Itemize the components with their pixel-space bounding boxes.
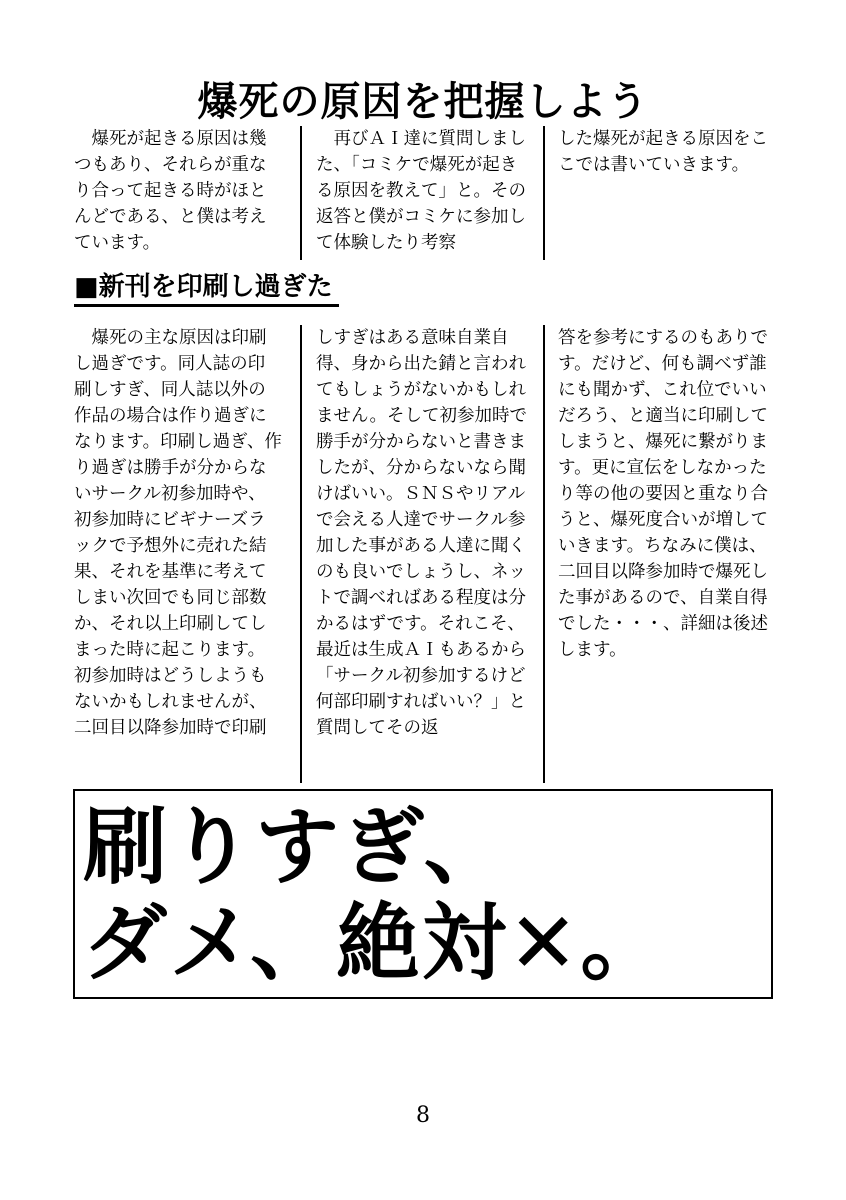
column-divider [543,325,545,783]
body-paragraph-1: 爆死の主な原因は印刷し過ぎです。同人誌の印刷しすぎ、同人誌以外の作品の場合は作り過ぎになります。印刷し過ぎ、作り過ぎは勝手が分からないサークル初参加時や、初参加時にビギナーズラックで予想外に売れた結果、それを基準に考えてしまい次回でも同じ部数か、それ以上印刷してしまった時に起こります。初参加時はどうしようもないかもしれませんが、二回目以降参加時で印刷 [74,328,282,738]
column-divider [300,325,302,783]
callout-line-2: ダメ、絶対✕。 [83,894,667,992]
body-column-1 [74,325,282,741]
intro-column-3 [558,126,770,178]
column-divider [543,126,545,260]
callout-box [73,789,773,999]
intro-paragraph-2: 再びＡＩ達に質問しました、「コミケで爆死が起きる原因を教えて」と。その返答と僕がコミケに参加して体験したり考察 [316,129,526,253]
callout-line-1: 刷りすぎ、 [83,798,510,896]
intro-paragraph-1: 爆死が起きる原因は幾つもあり、それらが重なり合って起きる時がほとんどである、と僕は考えています。 [74,129,267,253]
body-columns [74,325,774,785]
body-column-2 [316,325,528,741]
body-column-3 [558,325,770,663]
body-paragraph-3: 答を参考にするのもありです。だけど、何も調べず誰にも聞かず、これ位でいいだろう、と適当に印刷してしまうと、爆死に繋がります。更に宣伝をしなかったり等の他の要因と重なり合うと、爆死度合いが増していきます。ちなみに僕は、二回目以降参加時で爆死した事があるので、自業自得でした・・・、詳細は後述します。 [558,328,768,660]
page-number: 8 [416,1103,430,1128]
body-paragraph-2: しすぎはある意味自業自得、身から出た錆と言われてもしょうがないかもしれません。そして初参加時で勝手が分からないと書きましたが、分からないなら聞けばいい。ＳＮＳやリアルで会える人達でサークル参加した事がある人達に聞くのも良いでしょうし、ネットで調べればある程度は分かるはずです。それこそ、最近は生成ＡＩもあるから「サークル初参加するけど何部印刷すればいい？」と質問してその返 [316,328,528,738]
page-title: 爆死の原因を把握しよう [197,79,649,125]
intro-columns [74,126,774,262]
intro-column-2 [316,126,528,256]
intro-paragraph-3: した爆死が起きる原因をここでは書いていきます。 [558,129,768,175]
section-heading: ■新刊を印刷し過ぎた [74,270,339,307]
column-divider [300,126,302,260]
intro-column-1 [74,126,282,256]
